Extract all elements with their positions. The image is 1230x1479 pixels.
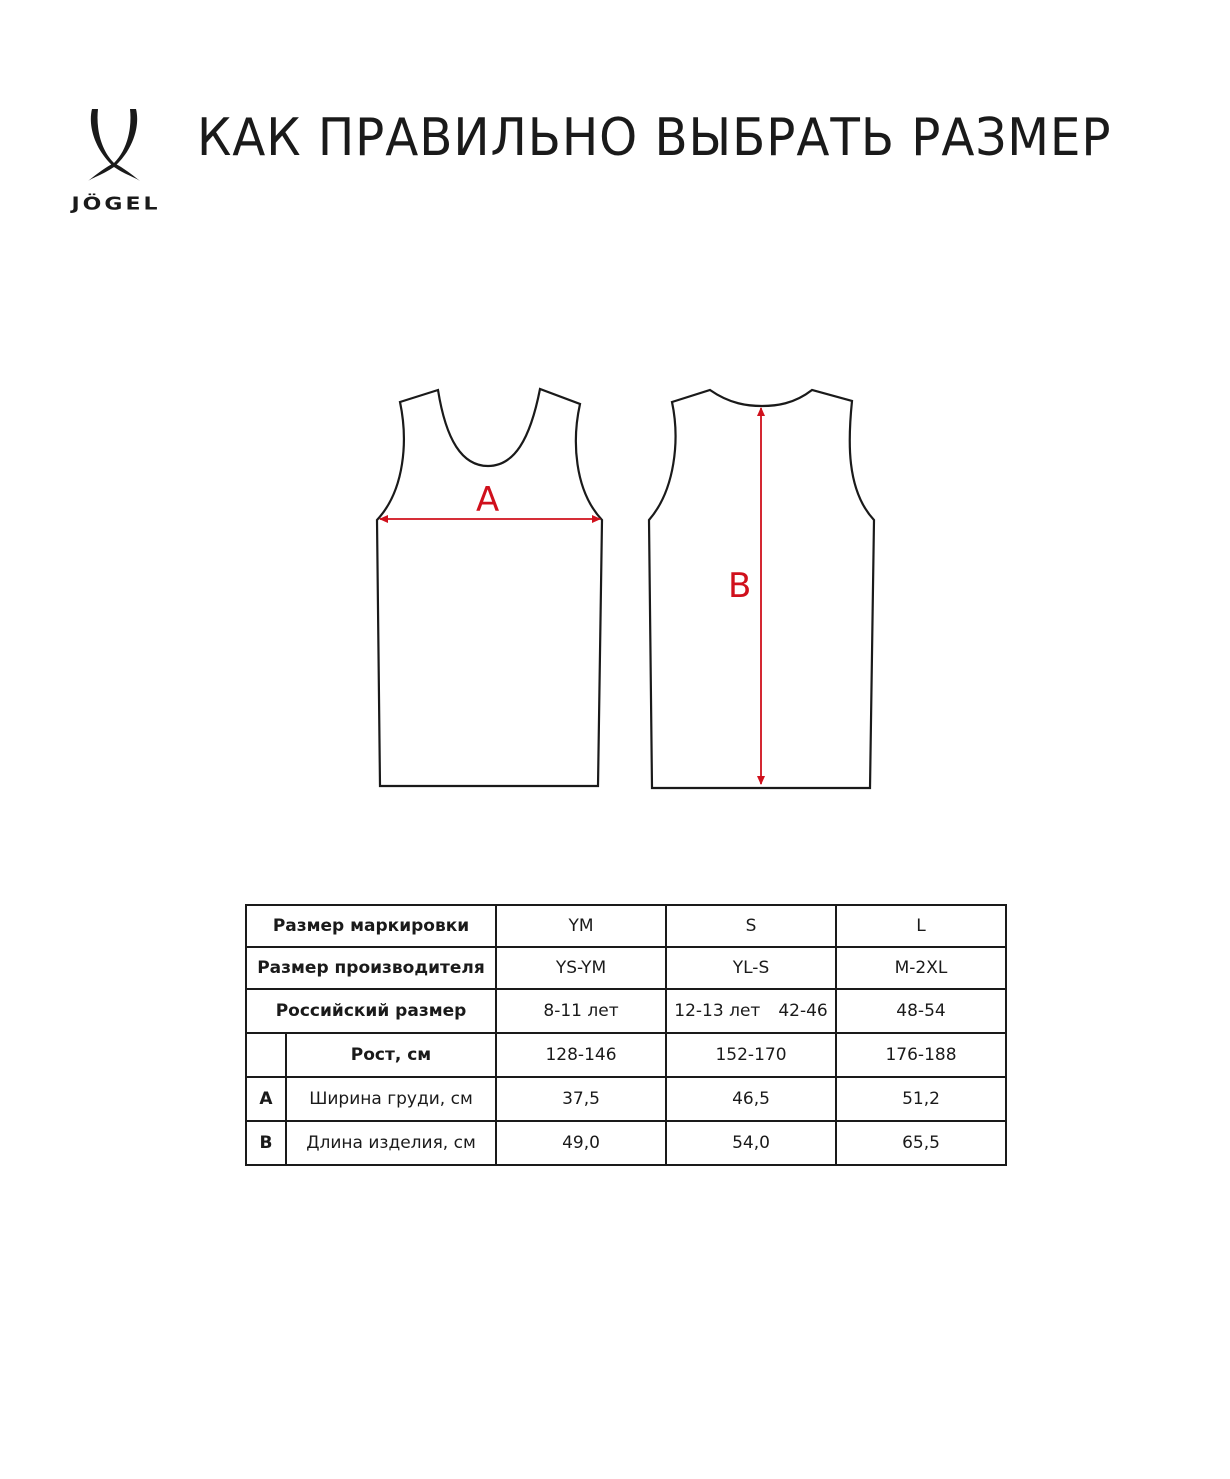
row-label: Размер производителя (246, 947, 496, 989)
cell: M-2XL (836, 947, 1006, 989)
cell: 54,0 (666, 1121, 836, 1165)
cell: YS-YM (496, 947, 666, 989)
size-table (245, 904, 1007, 1166)
cell: YM (496, 905, 666, 947)
table-row (246, 989, 1006, 1033)
table-row (246, 905, 1006, 947)
brand-wordmark: JÖGEL (71, 194, 161, 215)
cell: 8-11 лет (496, 989, 666, 1033)
row-key (246, 1033, 286, 1077)
measure-a-label: A (476, 480, 500, 520)
cell-part: 42-46 (778, 1001, 828, 1021)
cell: 176-188 (836, 1033, 1006, 1077)
cell: L (836, 905, 1006, 947)
measure-b-label: B (728, 566, 752, 606)
cell: 128-146 (496, 1033, 666, 1077)
row-key: B (246, 1121, 286, 1165)
table-row (246, 1077, 1006, 1121)
table-row (246, 1121, 1006, 1165)
row-label: Ширина груди, см (286, 1077, 496, 1121)
cell-part: 12-13 лет (674, 1001, 761, 1021)
cell: S (666, 905, 836, 947)
row-key: A (246, 1077, 286, 1121)
cell: 152-170 (666, 1033, 836, 1077)
cell: 48-54 (836, 989, 1006, 1033)
row-label: Длина изделия, см (286, 1121, 496, 1165)
row-label: Размер маркировки (246, 905, 496, 947)
row-label: Рост, см (286, 1033, 496, 1077)
cell: 65,5 (836, 1121, 1006, 1165)
cell: 49,0 (496, 1121, 666, 1165)
cell: 46,5 (666, 1077, 836, 1121)
cell: YL-S (666, 947, 836, 989)
front-view-outline (377, 389, 602, 786)
table-row (246, 1033, 1006, 1077)
cell (666, 989, 836, 1033)
cell: 37,5 (496, 1077, 666, 1121)
row-label: Российский размер (246, 989, 496, 1033)
page-title: КАК ПРАВИЛЬНО ВЫБРАТЬ РАЗМЕР (197, 108, 1112, 168)
table-row (246, 947, 1006, 989)
cell: 51,2 (836, 1077, 1006, 1121)
